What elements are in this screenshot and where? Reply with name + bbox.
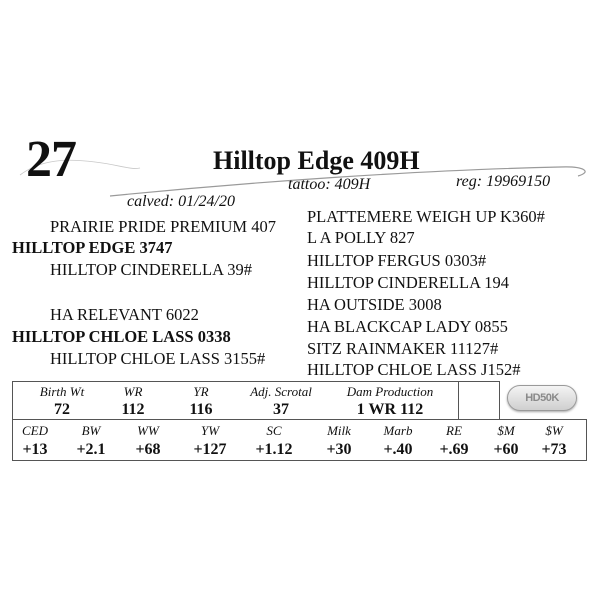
epd-value-marb: +.40 <box>383 441 413 458</box>
registration-number: reg: 19969150 <box>456 173 551 190</box>
perf-header-dam-production: Dam Production <box>346 384 434 399</box>
epd-value-re: +.69 <box>439 441 469 458</box>
dam-dam: HILLTOP CHLOE LASS 3155# <box>50 349 266 368</box>
epd-header-yw: YW <box>200 423 220 438</box>
epd-header-sc: SC <box>266 423 282 438</box>
calved-date: calved: 01/24/20 <box>127 193 235 210</box>
epd-header-re: RE <box>446 423 462 438</box>
epd-header-dollar-w: $W <box>545 423 563 438</box>
grand-sire-2: HILLTOP FERGUS 0303# <box>307 251 487 270</box>
epd-value-yw: +127 <box>193 441 227 458</box>
grand-dam-2: HILLTOP CINDERELLA 194 <box>307 273 509 292</box>
perf-value-adj-scrotal: 37 <box>273 401 289 418</box>
lot-number: 27 <box>26 131 76 188</box>
perf-header-wr: WR <box>123 384 143 399</box>
animal-name: Hilltop Edge 409H <box>213 146 420 175</box>
epd-header-ced: CED <box>22 423 48 438</box>
epd-header-dollar-m: $M <box>497 423 515 438</box>
perf-value-birth-wt: 72 <box>54 401 70 418</box>
epd-value-sc: +1.12 <box>255 441 293 458</box>
epd-value-milk: +30 <box>326 441 352 458</box>
epd-header-bw: BW <box>81 423 101 438</box>
tattoo: tattoo: 409H <box>288 176 371 193</box>
grand-sire-3: HA OUTSIDE 3008 <box>307 295 442 314</box>
epd-value-ced: +13 <box>22 441 48 458</box>
perf-header-adj-scrotal: Adj. Scrotal <box>250 384 312 399</box>
epd-value-dollar-w: +73 <box>541 441 567 458</box>
epd-header-milk: Milk <box>327 423 351 438</box>
grand-sire-4: SITZ RAINMAKER 11127# <box>307 339 499 358</box>
epd-value-ww: +68 <box>135 441 161 458</box>
grand-dam-3: HA BLACKCAP LADY 0855 <box>307 317 508 336</box>
perf-value-dam-production: 1 WR 112 <box>356 401 424 418</box>
grand-dam-4: HILLTOP CHLOE LASS J152# <box>307 360 521 379</box>
dam: HILLTOP CHLOE LASS 0338 <box>12 327 231 346</box>
dam-sire: HA RELEVANT 6022 <box>50 305 199 324</box>
perf-value-yr: 116 <box>189 401 213 418</box>
epd-value-bw: +2.1 <box>76 441 106 458</box>
perf-value-wr: 112 <box>121 401 145 418</box>
epd-value-dollar-m: +60 <box>493 441 519 458</box>
grand-sire-1: PLATTEMERE WEIGH UP K360# <box>307 207 545 226</box>
perf-header-yr: YR <box>193 384 209 399</box>
epd-header-marb: Marb <box>383 423 413 438</box>
sire: HILLTOP EDGE 3747 <box>12 238 173 257</box>
sire-dam: HILLTOP CINDERELLA 39# <box>50 260 252 279</box>
hd50k-badge: HD50K <box>507 385 577 411</box>
sire-sire: PRAIRIE PRIDE PREMIUM 407 <box>50 217 276 236</box>
grand-dam-1: L A POLLY 827 <box>307 228 415 247</box>
perf-header-birth-wt: Birth Wt <box>39 384 85 399</box>
epd-header-ww: WW <box>137 423 159 438</box>
